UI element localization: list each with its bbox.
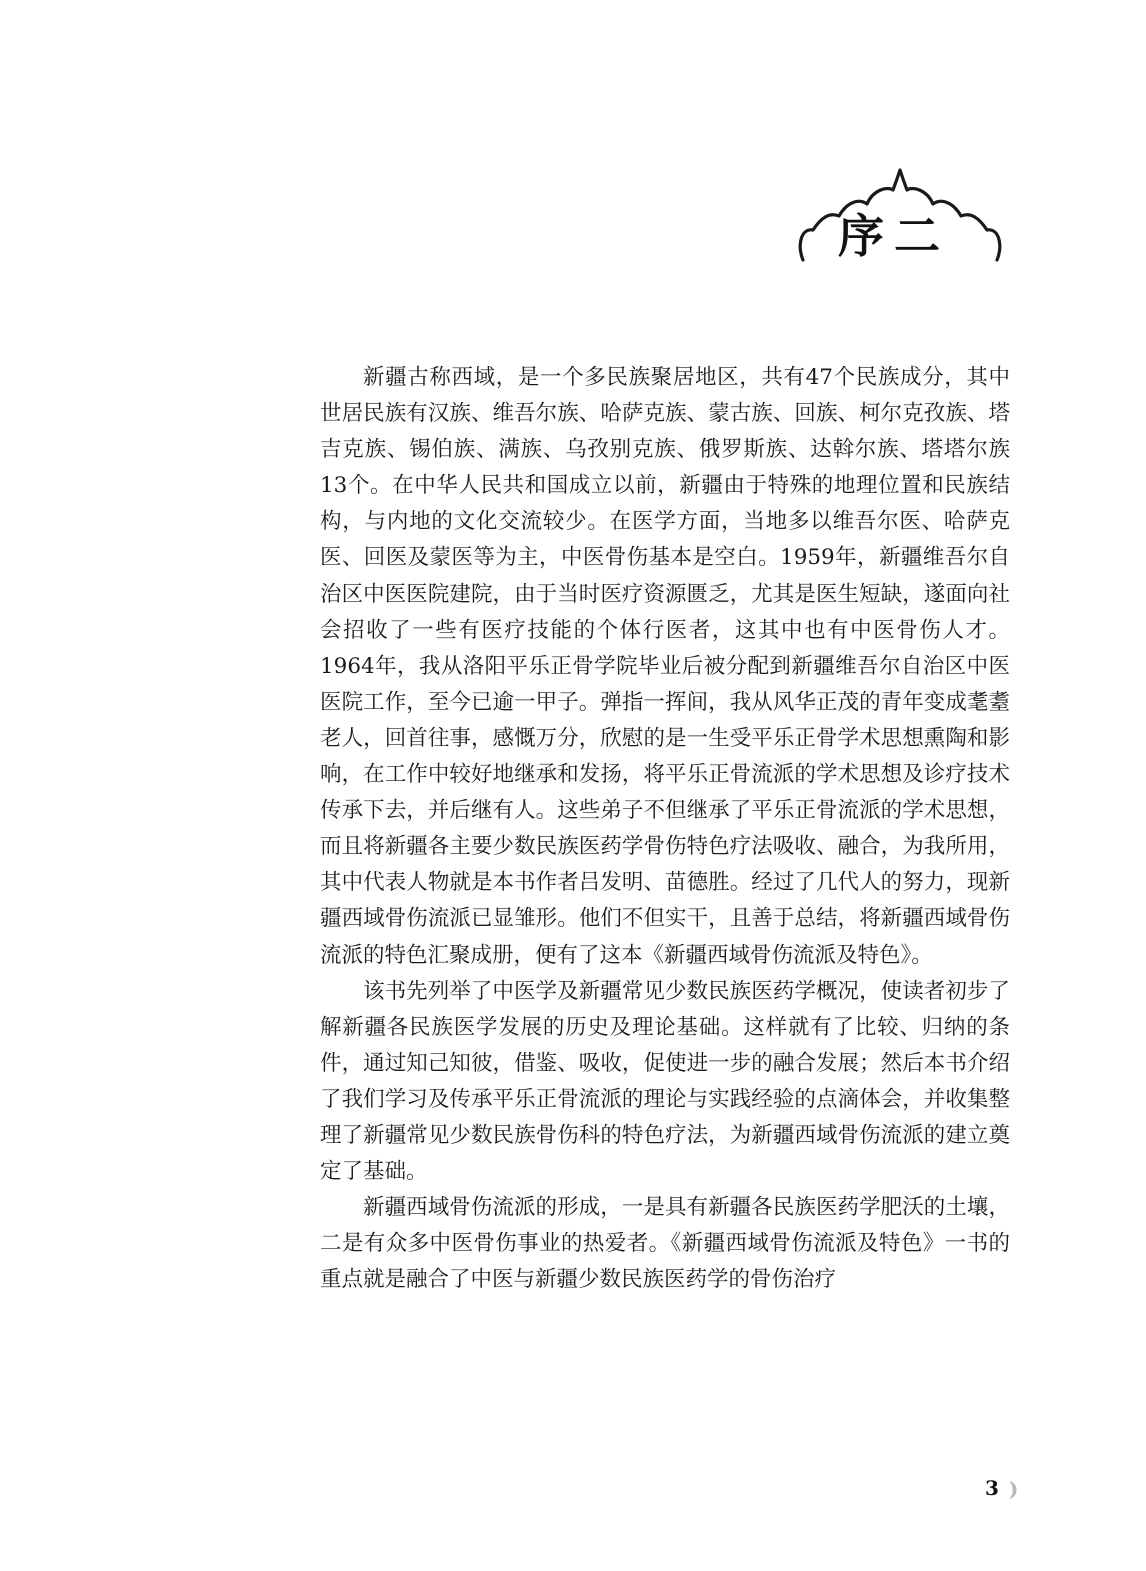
paragraph: 该书先列举了中医学及新疆常见少数民族医药学概况，使读者初步了解新疆各民族医学发展的历史及理论基础。这样就有了比较、归纳的条件，通过知己知彼，借鉴、吸收，促使进一步的融合发展；然后本书介绍了我们学习及传承平乐正骨流派的理论与实践经验的点滴体会，并收集整理了新疆常见少数民族骨伤科的特色疗法，为新疆西域骨伤流派的建立奠定了基础。 (320, 978, 1010, 1185)
paragraph: 新疆古称西域，是一个多民族聚居地区，共有47个民族成分，其中世居民族有汉族、维吾尔族、哈萨克族、蒙古族、回族、柯尔克孜族、塔吉克族、锡伯族、满族、乌孜别克族、俄罗斯族、达斡尔族、塔塔尔族13个。在中华人民共和国成立以前，新疆由于特殊的地理位置和民族结构，与内地的文化交流较少。在医学方面，当地多以维吾尔医、哈萨克医、回医及蒙医等为主，中医骨伤基本是空白。1959年，新疆维吾尔自治区中医医院建院，由于当时医疗资源匮乏，尤其是医生短缺，遂面向社会招收了一些有医疗技能的个体行医者，这其中也有中医骨伤人才。1964年，我从洛阳平乐正骨学院毕业后被分配到新疆维吾尔自治区中医医院工作，至今已逾一甲子。弹指一挥间，我从风华正茂的青年变成耄耋老人，回首往事，感慨万分，欣慰的是一生受平乐正骨学术思想熏陶和影响，在工作中较好地继承和发扬，将平乐正骨流派的学术思想及诊疗技术传承下去，并后继有人。这些弟子不但继承了平乐正骨流派的学术思想，而且将新疆各主要少数民族医药学骨伤特色疗法吸收、融合，为我所用，其中代表人物就是本书作者吕发明、苗德胜。经过了几代人的努力，现新疆西域骨伤流派已显雏形。他们不但实干，且善于总结，将新疆西域骨伤流派的特色汇聚成册，便有了这本《新疆西域骨伤流派及特色》。 (320, 365, 1010, 968)
crescent-page-marker-icon (1006, 1479, 1022, 1501)
section-title: 序二 (838, 209, 950, 263)
preface-body (320, 360, 1010, 1298)
paragraph: 新疆西域骨伤流派的形成，一是具有新疆各民族医药学肥沃的土壤，二是有众多中医骨伤事业的热爱者。《新疆西域骨伤流派及特色》一书的重点就是融合了中医与新疆少数民族医药学的骨伤治疗 (320, 1195, 1010, 1293)
page-number: 3 (985, 1476, 999, 1500)
